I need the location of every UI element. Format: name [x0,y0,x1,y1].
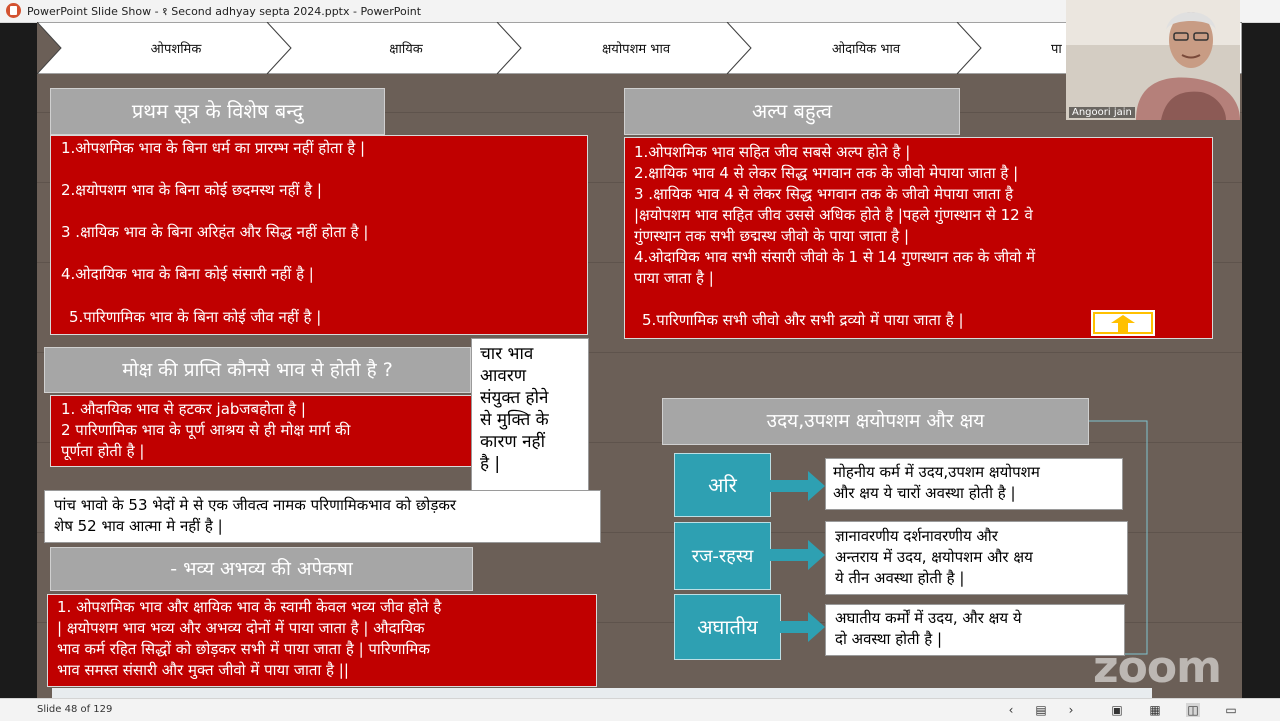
row1-label: अरि [674,453,771,517]
powerpoint-icon [6,3,21,18]
normal-view-icon[interactable]: ▣ [1111,703,1123,717]
section1-line-5: 5.पारिणामिक भाव के बिना कोई जीव नहीं है | [69,308,322,326]
section4-line-7: पाया जाता है | [634,269,714,287]
section2-line-2: 2 पारिणामिक भाव के पूर्ण आश्रय से ही मोक्ष मार्ग की [61,421,351,439]
section4-line-5: गुंणस्थान तक सभी छद्मस्थ जीवो के पाया जाता है | [634,227,910,245]
row3-label: अघातीय [674,594,781,660]
participant-video[interactable] [1066,0,1240,120]
section5-heading: उदय,उपशम क्षयोपशम और क्षय [662,398,1089,445]
side-note-line-2: आवरण [480,366,527,386]
reading-view-icon[interactable]: ◫ [1187,703,1199,717]
note-line-2: शेष 52 भाव आत्मा मे नहीं है | [54,517,223,535]
section3-line-2: | क्षयोपशम भाव भव्य और अभव्य दोनों में पाया जाता है | औदायिक [57,619,425,637]
row1-text [825,458,1123,510]
section4-line-6: 4.ओदायिक भाव सभी संसारी जीवो के 1 से 14 गुणस्थान तक के जीवो में [634,248,1036,266]
section2-side-note [471,338,589,492]
side-note-line-5: कारण नहीं [480,432,545,452]
section2-line-3: पूर्णता होती है | [61,442,145,460]
note-line-1: पांच भावो के 53 भेदों मे से एक जीवत्व नामक परिणामिकभाव को छोड़कर [54,496,457,514]
section4-list [624,137,1213,339]
row1-line-2: और क्षय ये चारों अवस्था होती है | [833,484,1016,502]
nav-item-1[interactable]: ओपशमिक [150,42,202,57]
row3-line-1: अघातीय कर्मों में उदय, और क्षय ये [835,609,1022,627]
nav-item-2[interactable]: क्षायिक [389,42,423,57]
row3-arrow-icon [780,612,825,642]
nav-item-5[interactable]: पा [1051,42,1062,57]
section1-line-1: 1.ओपशमिक भाव के बिना धर्म का प्रारम्भ नहीं होता है | [61,139,366,157]
next-slide-icon[interactable]: › [1068,703,1074,717]
slideshow-view-icon[interactable]: ▭ [1225,703,1237,717]
row1-line-1: मोहनीय कर्म में उदय,उपशम क्षयोपशम [833,463,1040,481]
section3-list [47,594,597,687]
nav-item-4[interactable]: ओदायिक भाव [831,42,901,57]
slide-menu-icon[interactable]: ▤ [1035,703,1047,717]
previous-slide-icon[interactable]: ‹ [1008,703,1014,717]
row3-line-2: दो अवस्था होती है | [835,630,943,648]
side-note-line-4: से मुक्ति के [480,410,549,430]
row2-arrow-icon [770,540,825,570]
zoom-logo: zoom [1093,642,1221,693]
section3-line-4: भाव समस्त संसारी और मुक्त जीवो में पाया जाता है || [57,661,349,679]
participant-avatar [1066,0,1240,120]
row2-line-1: ज्ञानावरणीय दर्शनावरणीय और [835,527,998,545]
side-note-line-3: संयुक्त होने [480,388,549,408]
side-note-line-1: चार भाव [480,344,534,364]
section4-line-1: 1.ओपशमिक भाव सहित जीव सबसे अल्प होते है | [634,143,911,161]
window-title: PowerPoint Slide Show - १ Second adhyay septa 2024.pptx - PowerPoint [27,5,422,18]
nav-item-3[interactable]: क्षयोपशम भाव [601,42,671,57]
row2-line-3: ये तीन अवस्था होती है | [835,569,965,587]
participant-name: Angoori jain [1069,107,1135,118]
section3-line-3: भाव कर्म रहित सिद्धों को छोड़कर सभी में पाया जाता है | पारिणामिक [57,640,430,658]
row2-label: रज-रहस्य [674,522,771,590]
section4-line-8: 5.पारिणामिक सभी जीवो और सभी द्रव्यो में पाया जाता है | [642,311,964,329]
status-bar [0,698,1280,721]
chevron-nav [37,22,1242,74]
section2-heading: मोक्ष की प्राप्ति कौनसे भाव से होती है ? [44,347,471,393]
section4-line-4: |क्षयोपशम भाव सहित जीव उससे अधिक होते है |पहले गुंणस्थान से 12 वे [634,206,1033,224]
bottom-shape [52,688,1152,698]
slide-canvas [37,22,1242,698]
row3-text [825,604,1125,656]
section1-line-3: 3 .क्षायिक भाव के बिना अरिहंत और सिद्ध नहीं होता है | [61,223,369,241]
row2-text [825,521,1128,595]
section1-line-4: 4.ओदायिक भाव के बिना कोई संसारी नहीं है | [61,265,314,283]
section4-line-3: 3 .क्षायिक भाव 4 से लेकर सिद्ध भगवान तक के जीवो मेपाया जाता है [634,185,1014,203]
section2-line-1: 1. औदायिक भाव से हटकर jabजबहोता है | [61,400,306,418]
slide-counter: Slide 48 of 129 [37,704,113,715]
up-arrow-icon [1091,310,1155,336]
row2-line-2: अन्तराय में उदय, क्षयोपशम और क्षय [835,548,1033,566]
note-box [44,490,601,543]
slide-sorter-icon[interactable]: ▦ [1149,703,1161,717]
section1-heading: प्रथम सूत्र के विशेष बन्दु [50,88,385,135]
section1-line-2: 2.क्षयोपशम भाव के बिना कोई छदमस्थ नहीं है | [61,181,322,199]
section1-list [50,135,588,335]
side-note-line-6: है | [480,454,501,474]
row1-arrow-icon [770,471,825,501]
section2-list [50,395,472,467]
section3-line-1: 1. ओपशमिक भाव और क्षायिक भाव के स्वामी केवल भव्य जीव होते है [57,598,442,616]
section4-heading: अल्प बहुत्व [624,88,960,135]
section4-line-2: 2.क्षायिक भाव 4 से लेकर सिद्ध भगवान तक के जीवो मेपाया जाता है | [634,164,1019,182]
section3-heading: - भव्य अभव्य की अपेकषा [50,547,473,591]
